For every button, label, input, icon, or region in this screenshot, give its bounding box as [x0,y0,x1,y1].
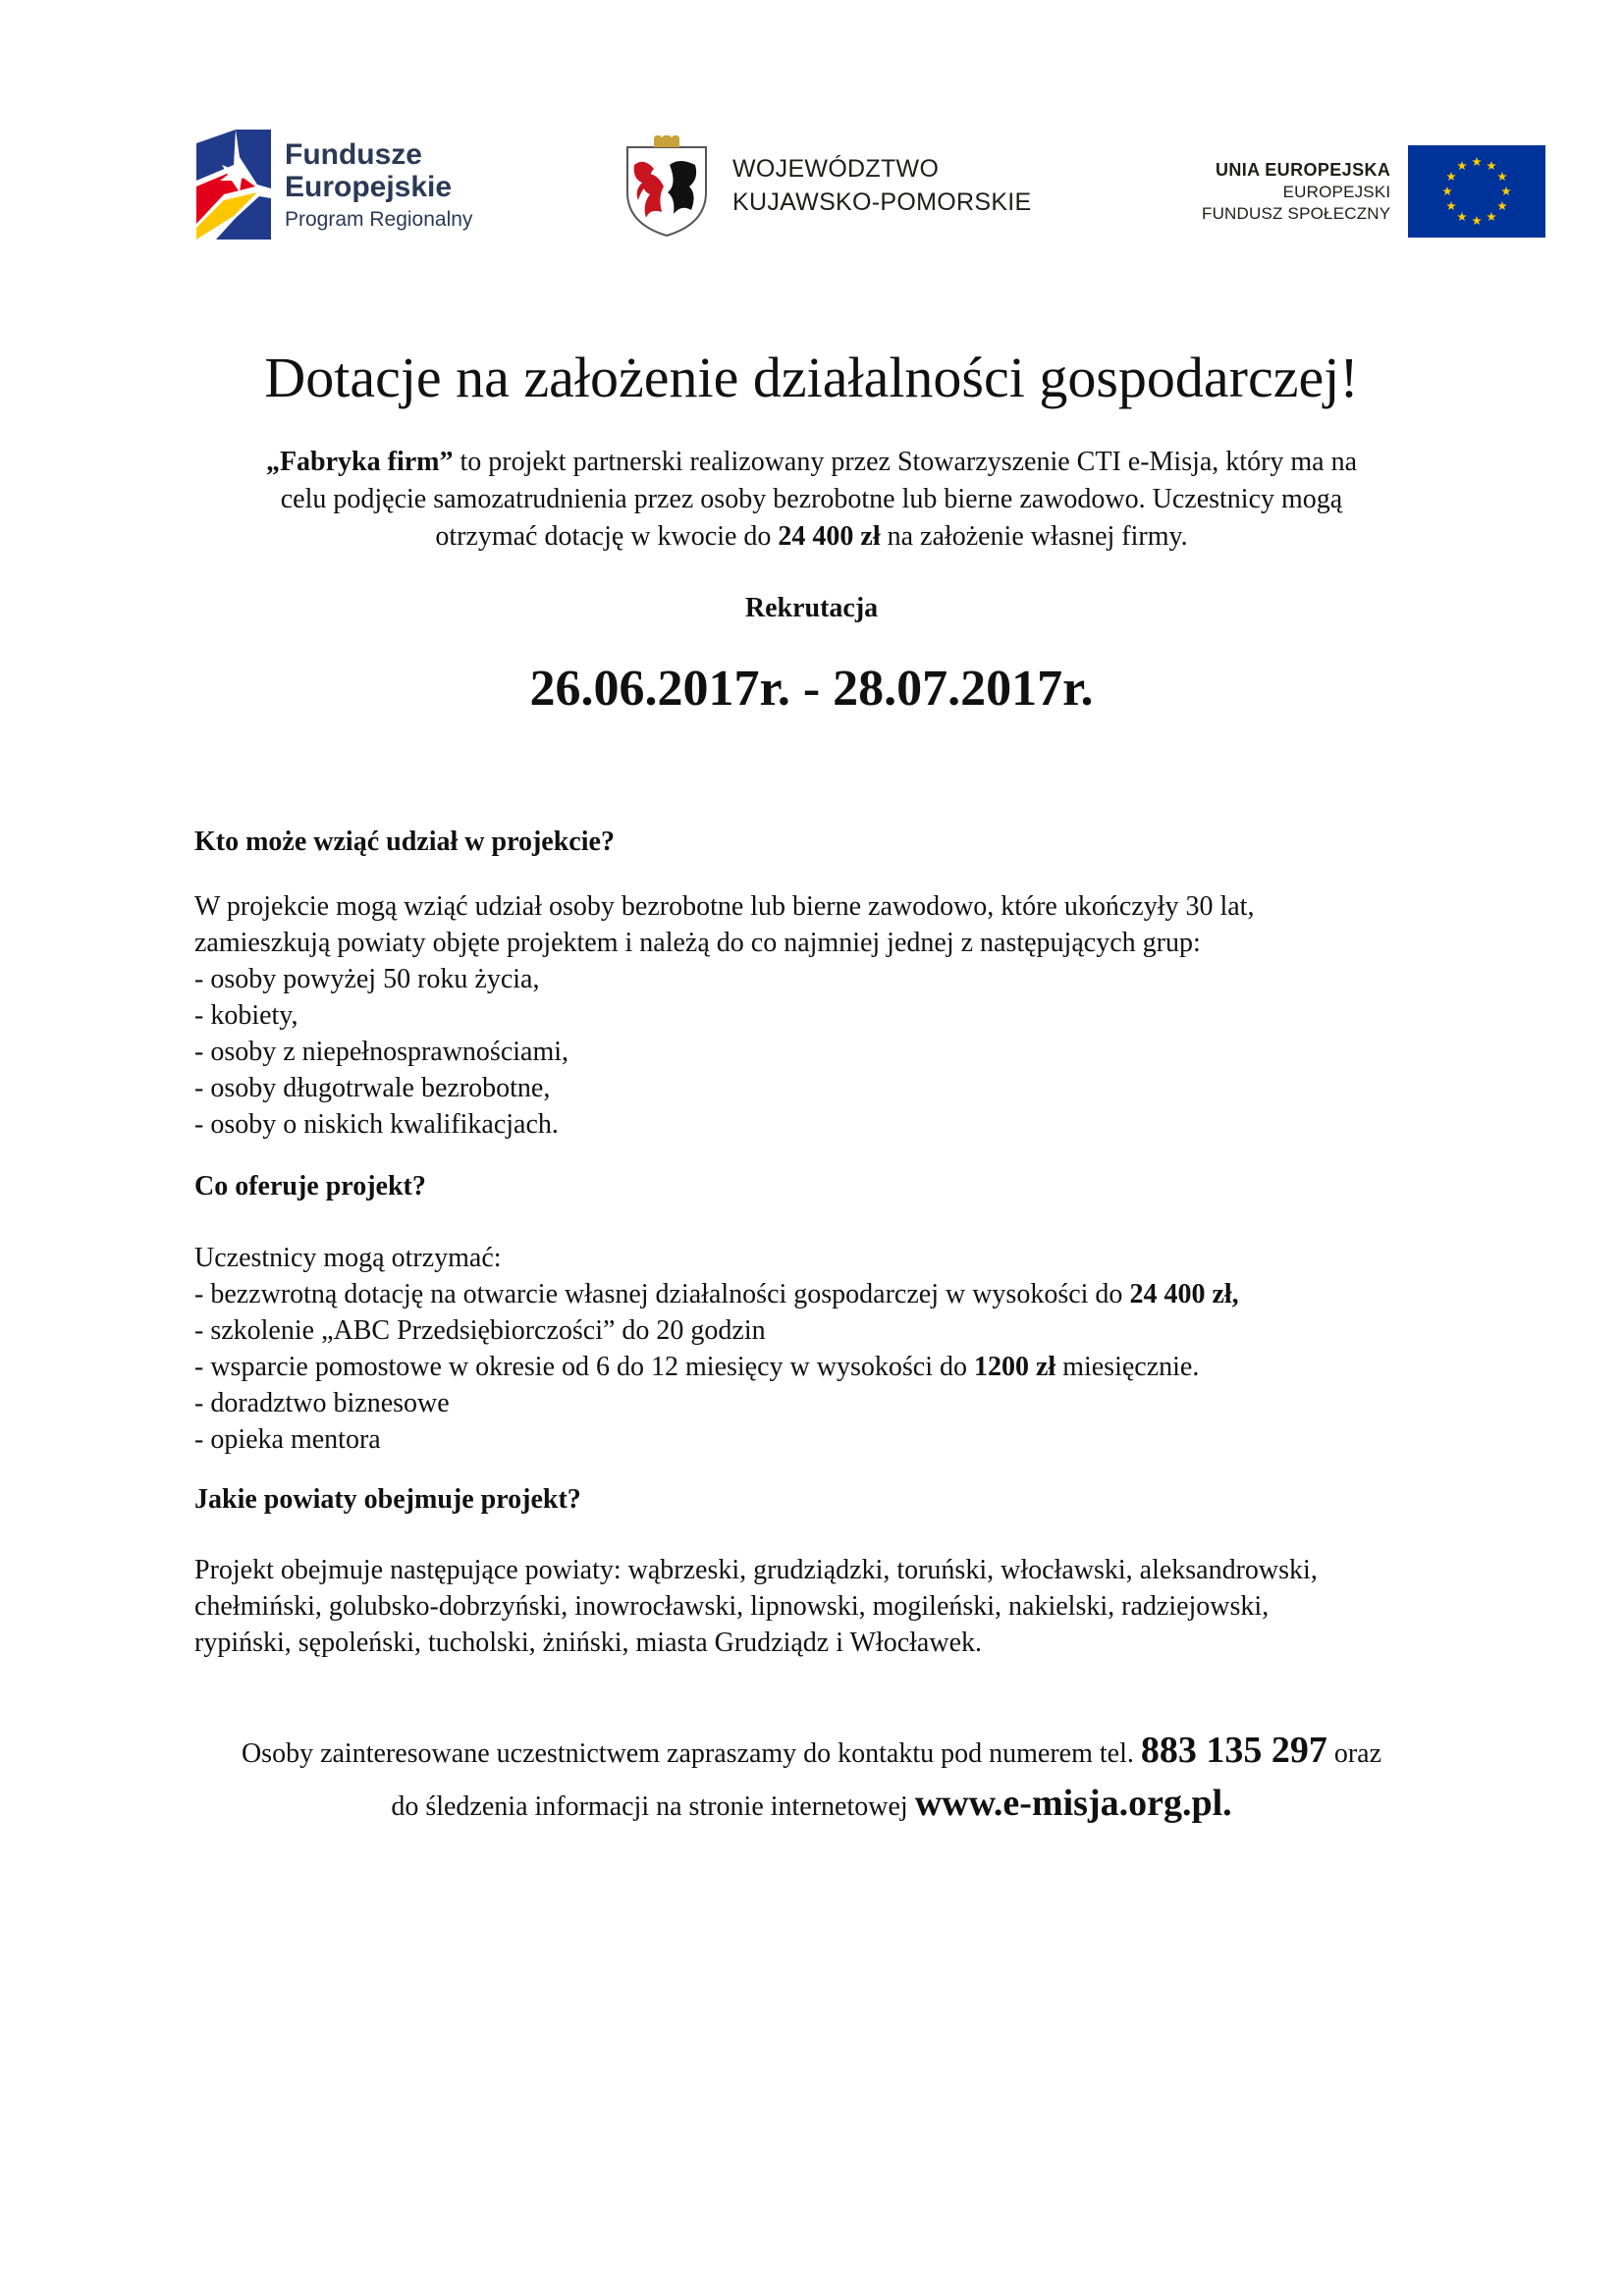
intro-paragraph [196,444,1427,556]
fundusze-line-3: Program Regionalny [285,207,473,231]
contact-line-2: do śledzenia informacji na stronie internetowej [391,1791,915,1822]
intro-line-3-pre: otrzymać dotację w kwocie do [435,521,779,552]
eligibility-line: - osoby z niepełnosprawnościami, [194,1037,569,1067]
logo-bar [0,126,1623,243]
fundusze-europejskie-star-icon [196,130,271,240]
districts-line: chełmiński, golubsko-dobrzyński, inowrocławski, lipnowski, mogileński, nakielski, radziejowski, [194,1591,1270,1622]
unia-line-1: UNIA EUROPEJSKA [1215,159,1391,180]
districts-line: rypiński, sępoleński, tucholski, żniński, miasta Grudziądz i Włocławek. [194,1628,982,1658]
eligibility-line: W projekcie mogą wziąć udział osoby bezrobotne lub bierne zawodowo, które ukończyły 30 lat, [194,891,1255,922]
eligibility-line: - kobiety, [194,1000,298,1031]
unia-line-2: EUROPEJSKI [1282,182,1391,201]
offer-line-1: Uczestnicy mogą otrzymać: [194,1243,502,1273]
contact-paragraph [0,1726,1623,1832]
eligibility-line: - osoby powyżej 50 roku życia, [194,964,540,994]
section-offer-body [194,1240,1471,1458]
section-eligibility-body [194,888,1471,1143]
eligibility-line: - osoby o niskich kwalifikacjach. [194,1109,559,1140]
section-offer-heading: Co oferuje projekt? [194,1171,426,1201]
eu-flag-icon [1408,145,1545,238]
fundusze-line-1: Fundusze [285,137,422,171]
offer-line-3: - szkolenie „ABC Przedsiębiorczości” do 20 godzin [194,1315,766,1346]
grant-amount: 24 400 zł [778,521,881,552]
offer-line-2: - bezzwrotną dotację na otwarcie własnej działalności gospodarczej w wysokości do [194,1279,1130,1309]
offer-line-4-post: miesięcznie. [1055,1352,1200,1382]
eligibility-line: - osoby długotrwale bezrobotne, [194,1073,551,1103]
offer-line-6: - opieka mentora [194,1424,381,1455]
unia-line-3: FUNDUSZ SPOŁECZNY [1202,203,1391,223]
website-link[interactable]: www.e-misja.org.pl [914,1783,1223,1824]
intro-line-2: celu podjęcie samozatrudnienia przez osoby bezrobotne lub bierne zawodowo. Uczestnicy mogą [280,484,1343,514]
intro-line-1: to projekt partnerski realizowany przez Stowarzyszenie CTI e-Misja, który ma na [453,447,1358,477]
districts-line: Projekt obejmuje następujące powiaty: wąbrzeski, grudziądzki, toruński, włocławski, aleksandrowski, [194,1555,1318,1585]
offer-line-4: - wsparcie pomostowe w okresie od 6 do 12 miesięcy w wysokości do [194,1352,974,1382]
contact-line-1: Osoby zainteresowane uczestnictwem zapraszamy do kontaktu pod numerem tel. [241,1738,1141,1769]
coat-of-arms-icon [624,135,709,238]
eligibility-line: zamieszkują powiaty objęte projektem i należą do co najmniej jednej z następujących grup: [194,928,1201,958]
contact-line-2-post: . [1222,1783,1232,1824]
phone-number: 883 135 297 [1140,1730,1327,1771]
contact-line-1-post: oraz [1326,1738,1382,1769]
project-name: „Fabryka firm” [265,447,454,477]
fundusze-line-2: Europejskie [285,171,453,204]
fundusze-europejskie-logo [196,130,472,240]
section-eligibility-heading: Kto może wziąć udział w projekcie? [194,827,615,857]
intro-line-3-post: na założenie własnej firmy. [880,521,1188,552]
section-districts-body [194,1552,1471,1661]
bridge-support-amount: 1200 zł [973,1352,1056,1382]
wojewodztwo-line-2: KUJAWSKO-POMORSKIE [732,188,1032,216]
offer-grant-amount: 24 400 zł, [1129,1279,1239,1309]
section-districts-heading: Jakie powiaty obejmuje projekt? [194,1484,581,1515]
unia-europejska-logo [1202,145,1545,238]
wojewodztwo-line-1: WOJEWÓDZTWO [732,155,940,184]
wojewodztwo-logo [624,135,1032,238]
recruitment-dates: 26.06.2017r. - 28.07.2017r. [529,661,1094,717]
page-title: Dotacje na założenie działalności gospodarczej! [264,346,1359,409]
offer-line-5: - doradztwo biznesowe [194,1388,450,1418]
recruitment-label: Rekrutacja [744,593,879,623]
